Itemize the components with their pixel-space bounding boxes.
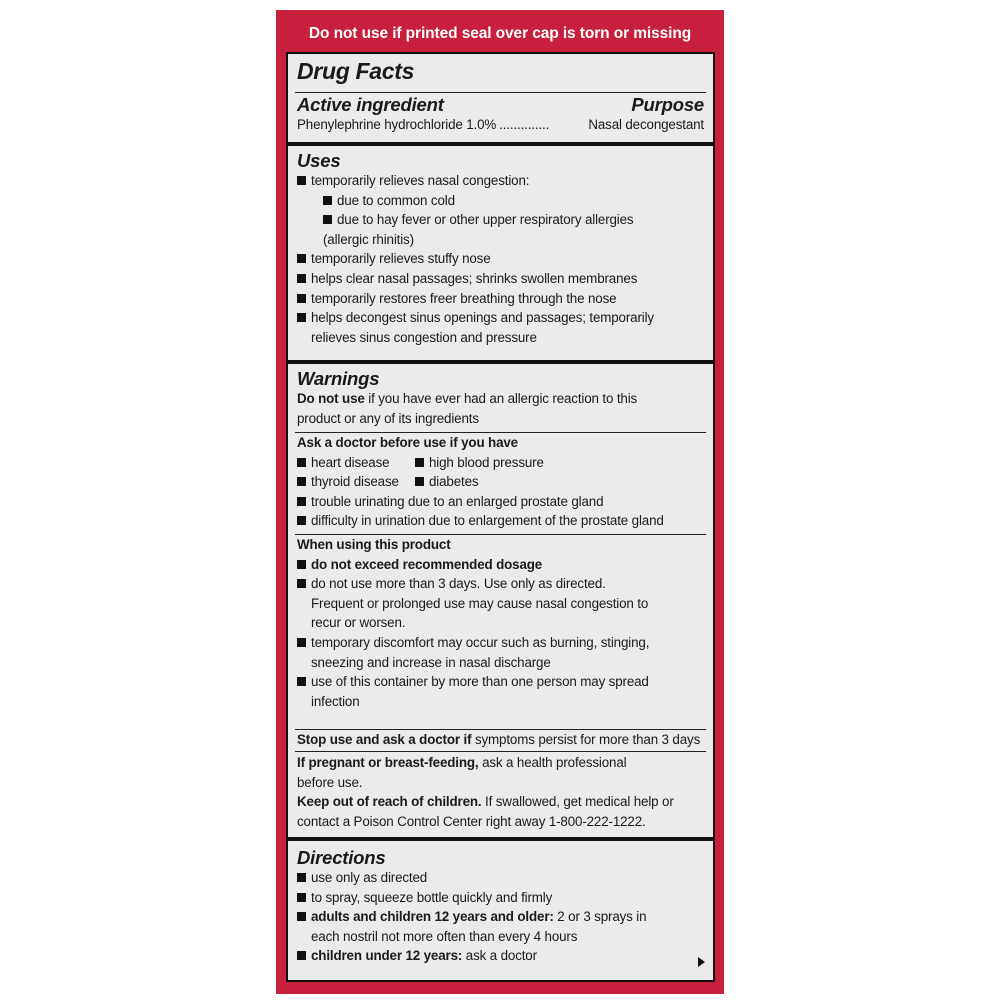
direction-item: to spray, squeeze bottle quickly and firmly bbox=[311, 889, 553, 905]
condition-item: thyroid disease bbox=[311, 474, 399, 490]
condition-item: heart disease bbox=[311, 454, 390, 470]
bullet-icon bbox=[297, 579, 306, 588]
pregnancy-text: ask a health professional bbox=[478, 755, 627, 770]
ingredient-purpose: Nasal decongestant bbox=[588, 117, 704, 132]
pregnancy-section bbox=[288, 753, 713, 831]
bullet-icon bbox=[323, 215, 332, 224]
section-divider bbox=[288, 360, 713, 364]
uses-item: temporarily relieves stuffy nose bbox=[311, 251, 491, 267]
drug-facts-title: Drug Facts bbox=[297, 58, 415, 84]
uses-item-continued: relieves sinus congestion and pressure bbox=[311, 329, 537, 345]
condition-item: diabetes bbox=[429, 474, 479, 490]
leader-dots: .............. bbox=[499, 117, 550, 132]
section-divider bbox=[288, 142, 713, 146]
do-not-use-text: product or any of its ingredients bbox=[297, 410, 479, 426]
when-using-item-continued: infection bbox=[311, 693, 360, 709]
bullet-icon bbox=[297, 912, 306, 921]
divider bbox=[295, 92, 706, 93]
bullet-icon bbox=[297, 458, 306, 467]
divider bbox=[295, 751, 706, 752]
when-using-item-continued: recur or worsen. bbox=[311, 615, 406, 631]
uses-subitem: due to hay fever or other upper respiratory allergies bbox=[337, 212, 634, 228]
when-using-item: do not use more than 3 days. Use only as directed. bbox=[311, 576, 606, 592]
keep-out-label: Keep out of reach of children. bbox=[297, 794, 482, 810]
bullet-icon bbox=[297, 560, 306, 569]
active-ingredient-section bbox=[288, 94, 713, 135]
pregnancy-label: If pregnant or breast-feeding, bbox=[297, 755, 479, 770]
bullet-icon bbox=[297, 497, 306, 506]
uses-heading: Uses bbox=[297, 150, 341, 171]
when-using-item: do not exceed recommended dosage bbox=[311, 556, 543, 572]
keep-out-text: If swallowed, get medical help or bbox=[481, 794, 674, 810]
when-using-heading: When using this product bbox=[297, 537, 451, 552]
condition-item: high blood pressure bbox=[429, 454, 544, 470]
do-not-use-label: Do not use bbox=[297, 391, 365, 406]
bullet-icon bbox=[297, 294, 306, 303]
bullet-icon bbox=[297, 677, 306, 686]
bullet-icon bbox=[297, 254, 306, 263]
bullet-icon bbox=[297, 176, 306, 185]
continued-arrow-icon bbox=[698, 957, 705, 967]
direction-text: 2 or 3 sprays in bbox=[553, 909, 647, 925]
drug-facts-panel bbox=[286, 52, 715, 982]
directions-heading: Directions bbox=[297, 847, 386, 868]
purpose-heading: Purpose bbox=[631, 94, 704, 115]
direction-label: adults and children 12 years and older: bbox=[311, 909, 554, 925]
bullet-icon bbox=[297, 313, 306, 322]
bullet-icon bbox=[297, 873, 306, 882]
seal-warning-banner: Do not use if printed seal over cap is torn or missing bbox=[308, 25, 692, 42]
when-using-item-continued: Frequent or prolonged use may cause nasal congestion to bbox=[311, 595, 649, 611]
bullet-icon bbox=[297, 477, 306, 486]
drug-facts-header bbox=[288, 56, 713, 86]
ingredient-name: Phenylephrine hydrochloride 1.0% bbox=[297, 117, 497, 132]
when-using-item: temporary discomfort may occur such as burning, stinging, bbox=[311, 634, 650, 650]
when-using-item: use of this container by more than one person may spread bbox=[311, 674, 649, 690]
bullet-icon bbox=[415, 458, 424, 467]
direction-item-continued: each nostril not more often than every 4 hours bbox=[311, 928, 578, 944]
warnings-heading: Warnings bbox=[297, 368, 380, 389]
direction-item: use only as directed bbox=[311, 870, 428, 885]
bullet-icon bbox=[297, 274, 306, 283]
stop-use-text: symptoms persist for more than 3 days bbox=[471, 732, 701, 747]
ask-doctor-section bbox=[288, 433, 713, 531]
stop-use-section bbox=[288, 730, 713, 750]
warnings-section bbox=[288, 368, 713, 428]
bullet-icon bbox=[297, 516, 306, 525]
uses-item: helps clear nasal passages; shrinks swollen membranes bbox=[311, 270, 638, 286]
uses-item: helps decongest sinus openings and passages; temporarily bbox=[311, 310, 654, 326]
condition-item: difficulty in urination due to enlargement of the prostate gland bbox=[311, 513, 664, 529]
pregnancy-text: before use. bbox=[297, 774, 363, 790]
bullet-icon bbox=[323, 196, 332, 205]
condition-item: trouble urinating due to an enlarged prostate gland bbox=[311, 493, 604, 509]
direction-text: ask a doctor bbox=[462, 948, 537, 964]
direction-label: children under 12 years: bbox=[311, 948, 463, 964]
do-not-use-text: if you have ever had an allergic reaction to this bbox=[364, 391, 638, 406]
bullet-icon bbox=[415, 477, 424, 486]
directions-section bbox=[288, 847, 713, 966]
bullet-icon bbox=[297, 893, 306, 902]
ask-doctor-heading: Ask a doctor before use if you have bbox=[297, 435, 518, 450]
stop-use-label: Stop use and ask a doctor if bbox=[297, 732, 472, 747]
poison-control-text: contact a Poison Control Center right away 1-800-222-1222. bbox=[297, 813, 646, 829]
uses-subitem-continued: (allergic rhinitis) bbox=[323, 231, 414, 247]
uses-item: temporarily restores freer breathing through the nose bbox=[311, 290, 617, 306]
when-using-section bbox=[288, 535, 713, 711]
bullet-icon bbox=[297, 638, 306, 647]
section-divider bbox=[288, 837, 713, 841]
uses-subitem: due to common cold bbox=[337, 192, 455, 208]
when-using-item-continued: sneezing and increase in nasal discharge bbox=[311, 654, 551, 670]
bullet-icon bbox=[297, 951, 306, 960]
drug-facts-box bbox=[276, 10, 724, 994]
uses-item: temporarily relieves nasal congestion: bbox=[311, 173, 530, 188]
uses-section bbox=[288, 150, 713, 347]
active-ingredient-heading: Active ingredient bbox=[297, 94, 444, 115]
